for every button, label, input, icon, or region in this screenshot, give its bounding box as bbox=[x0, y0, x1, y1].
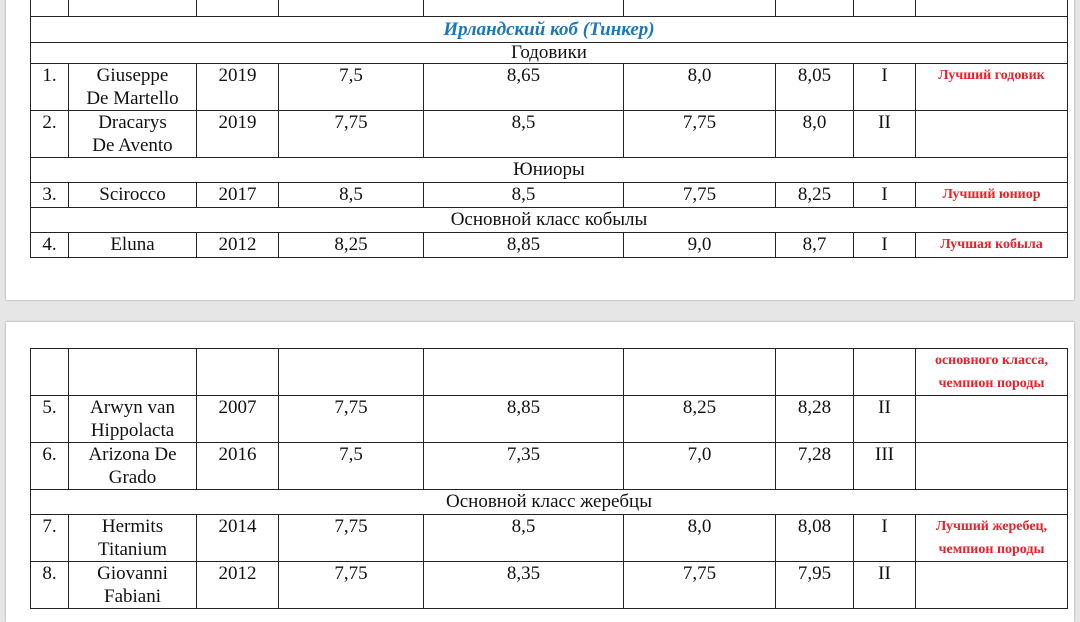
score-2: 8,85 bbox=[424, 233, 624, 258]
results-table-page-1 bbox=[30, 0, 1068, 258]
score-1: 7,75 bbox=[279, 562, 424, 609]
grade: II bbox=[854, 562, 916, 609]
score-3: 8,0 bbox=[624, 64, 776, 111]
document-page-2 bbox=[6, 322, 1074, 622]
award: Лучший жеребец, чемпион породы bbox=[916, 515, 1068, 562]
section-row-juniors bbox=[31, 158, 1068, 183]
results-table-page-2 bbox=[30, 348, 1068, 609]
horse-name: Hermits Titanium bbox=[69, 515, 197, 562]
grade: II bbox=[854, 111, 916, 158]
section-title-juniors: Юниоры bbox=[31, 158, 1068, 183]
table-row bbox=[31, 515, 1068, 562]
section-title-yearlings: Годовики bbox=[31, 43, 1068, 64]
score-3: 7,75 bbox=[624, 562, 776, 609]
horse-name: Dracarys De Avento bbox=[69, 111, 197, 158]
grade: I bbox=[854, 183, 916, 208]
horse-name: Arizona De Grado bbox=[69, 443, 197, 490]
birth-year: 2017 bbox=[197, 183, 279, 208]
section-row-mares bbox=[31, 208, 1068, 233]
table-row bbox=[31, 443, 1068, 490]
score-1: 8,5 bbox=[279, 183, 424, 208]
average-score: 8,0 bbox=[776, 111, 854, 158]
grade: I bbox=[854, 64, 916, 111]
score-1: 7,75 bbox=[279, 515, 424, 562]
row-number: 3. bbox=[31, 183, 69, 208]
average-score: 8,28 bbox=[776, 396, 854, 443]
birth-year: 2007 bbox=[197, 396, 279, 443]
row-number: 1. bbox=[31, 64, 69, 111]
table-row bbox=[31, 562, 1068, 609]
score-2: 8,5 bbox=[424, 111, 624, 158]
score-3: 9,0 bbox=[624, 233, 776, 258]
row-number: 6. bbox=[31, 443, 69, 490]
grade: I bbox=[854, 515, 916, 562]
horse-name: Scirocco bbox=[69, 183, 197, 208]
award bbox=[916, 396, 1068, 443]
table-row bbox=[31, 183, 1068, 208]
birth-year: 2012 bbox=[197, 233, 279, 258]
score-1: 7,75 bbox=[279, 396, 424, 443]
row-number: 7. bbox=[31, 515, 69, 562]
score-2: 8,5 bbox=[424, 515, 624, 562]
row-number: 8. bbox=[31, 562, 69, 609]
table-top-row bbox=[31, 0, 1068, 17]
section-title-stallions: Основной класс жеребцы bbox=[31, 490, 1068, 515]
birth-year: 2014 bbox=[197, 515, 279, 562]
table-row bbox=[31, 233, 1068, 258]
award bbox=[916, 562, 1068, 609]
breed-title-row bbox=[31, 17, 1068, 43]
score-3: 8,0 bbox=[624, 515, 776, 562]
award: Лучший годовик bbox=[916, 64, 1068, 111]
award bbox=[916, 111, 1068, 158]
grade: I bbox=[854, 233, 916, 258]
horse-name: Eluna bbox=[69, 233, 197, 258]
row-number: 4. bbox=[31, 233, 69, 258]
section-row-yearlings bbox=[31, 43, 1068, 64]
row-number: 2. bbox=[31, 111, 69, 158]
score-2: 7,35 bbox=[424, 443, 624, 490]
birth-year: 2019 bbox=[197, 111, 279, 158]
table-row bbox=[31, 396, 1068, 443]
score-3: 7,75 bbox=[624, 111, 776, 158]
table-row bbox=[31, 64, 1068, 111]
section-row-stallions bbox=[31, 490, 1068, 515]
score-3: 7,0 bbox=[624, 443, 776, 490]
breed-title: Ирландский коб (Тинкер) bbox=[31, 17, 1068, 43]
grade: II bbox=[854, 396, 916, 443]
birth-year: 2016 bbox=[197, 443, 279, 490]
award: Лучшая кобыла bbox=[916, 233, 1068, 258]
horse-name: Giuseppe De Martello bbox=[69, 64, 197, 111]
score-1: 7,5 bbox=[279, 443, 424, 490]
table-row bbox=[31, 111, 1068, 158]
average-score: 8,7 bbox=[776, 233, 854, 258]
average-score: 8,25 bbox=[776, 183, 854, 208]
award bbox=[916, 443, 1068, 490]
birth-year: 2012 bbox=[197, 562, 279, 609]
birth-year: 2019 bbox=[197, 64, 279, 111]
average-score: 8,05 bbox=[776, 64, 854, 111]
score-1: 7,75 bbox=[279, 111, 424, 158]
award: Лучший юниор bbox=[916, 183, 1068, 208]
score-3: 7,75 bbox=[624, 183, 776, 208]
row-number: 5. bbox=[31, 396, 69, 443]
table-row-continuation bbox=[31, 349, 1068, 396]
document-page-1 bbox=[6, 0, 1074, 300]
score-3: 8,25 bbox=[624, 396, 776, 443]
horse-name: Arwyn van Hippolacta bbox=[69, 396, 197, 443]
score-2: 8,5 bbox=[424, 183, 624, 208]
award-continuation: основного класса, чемпион породы bbox=[916, 349, 1068, 396]
horse-name: Giovanni Fabiani bbox=[69, 562, 197, 609]
section-title-mares: Основной класс кобылы bbox=[31, 208, 1068, 233]
score-2: 8,65 bbox=[424, 64, 624, 111]
score-1: 7,5 bbox=[279, 64, 424, 111]
score-1: 8,25 bbox=[279, 233, 424, 258]
score-2: 8,35 bbox=[424, 562, 624, 609]
average-score: 7,28 bbox=[776, 443, 854, 490]
average-score: 7,95 bbox=[776, 562, 854, 609]
average-score: 8,08 bbox=[776, 515, 854, 562]
score-2: 8,85 bbox=[424, 396, 624, 443]
grade: III bbox=[854, 443, 916, 490]
